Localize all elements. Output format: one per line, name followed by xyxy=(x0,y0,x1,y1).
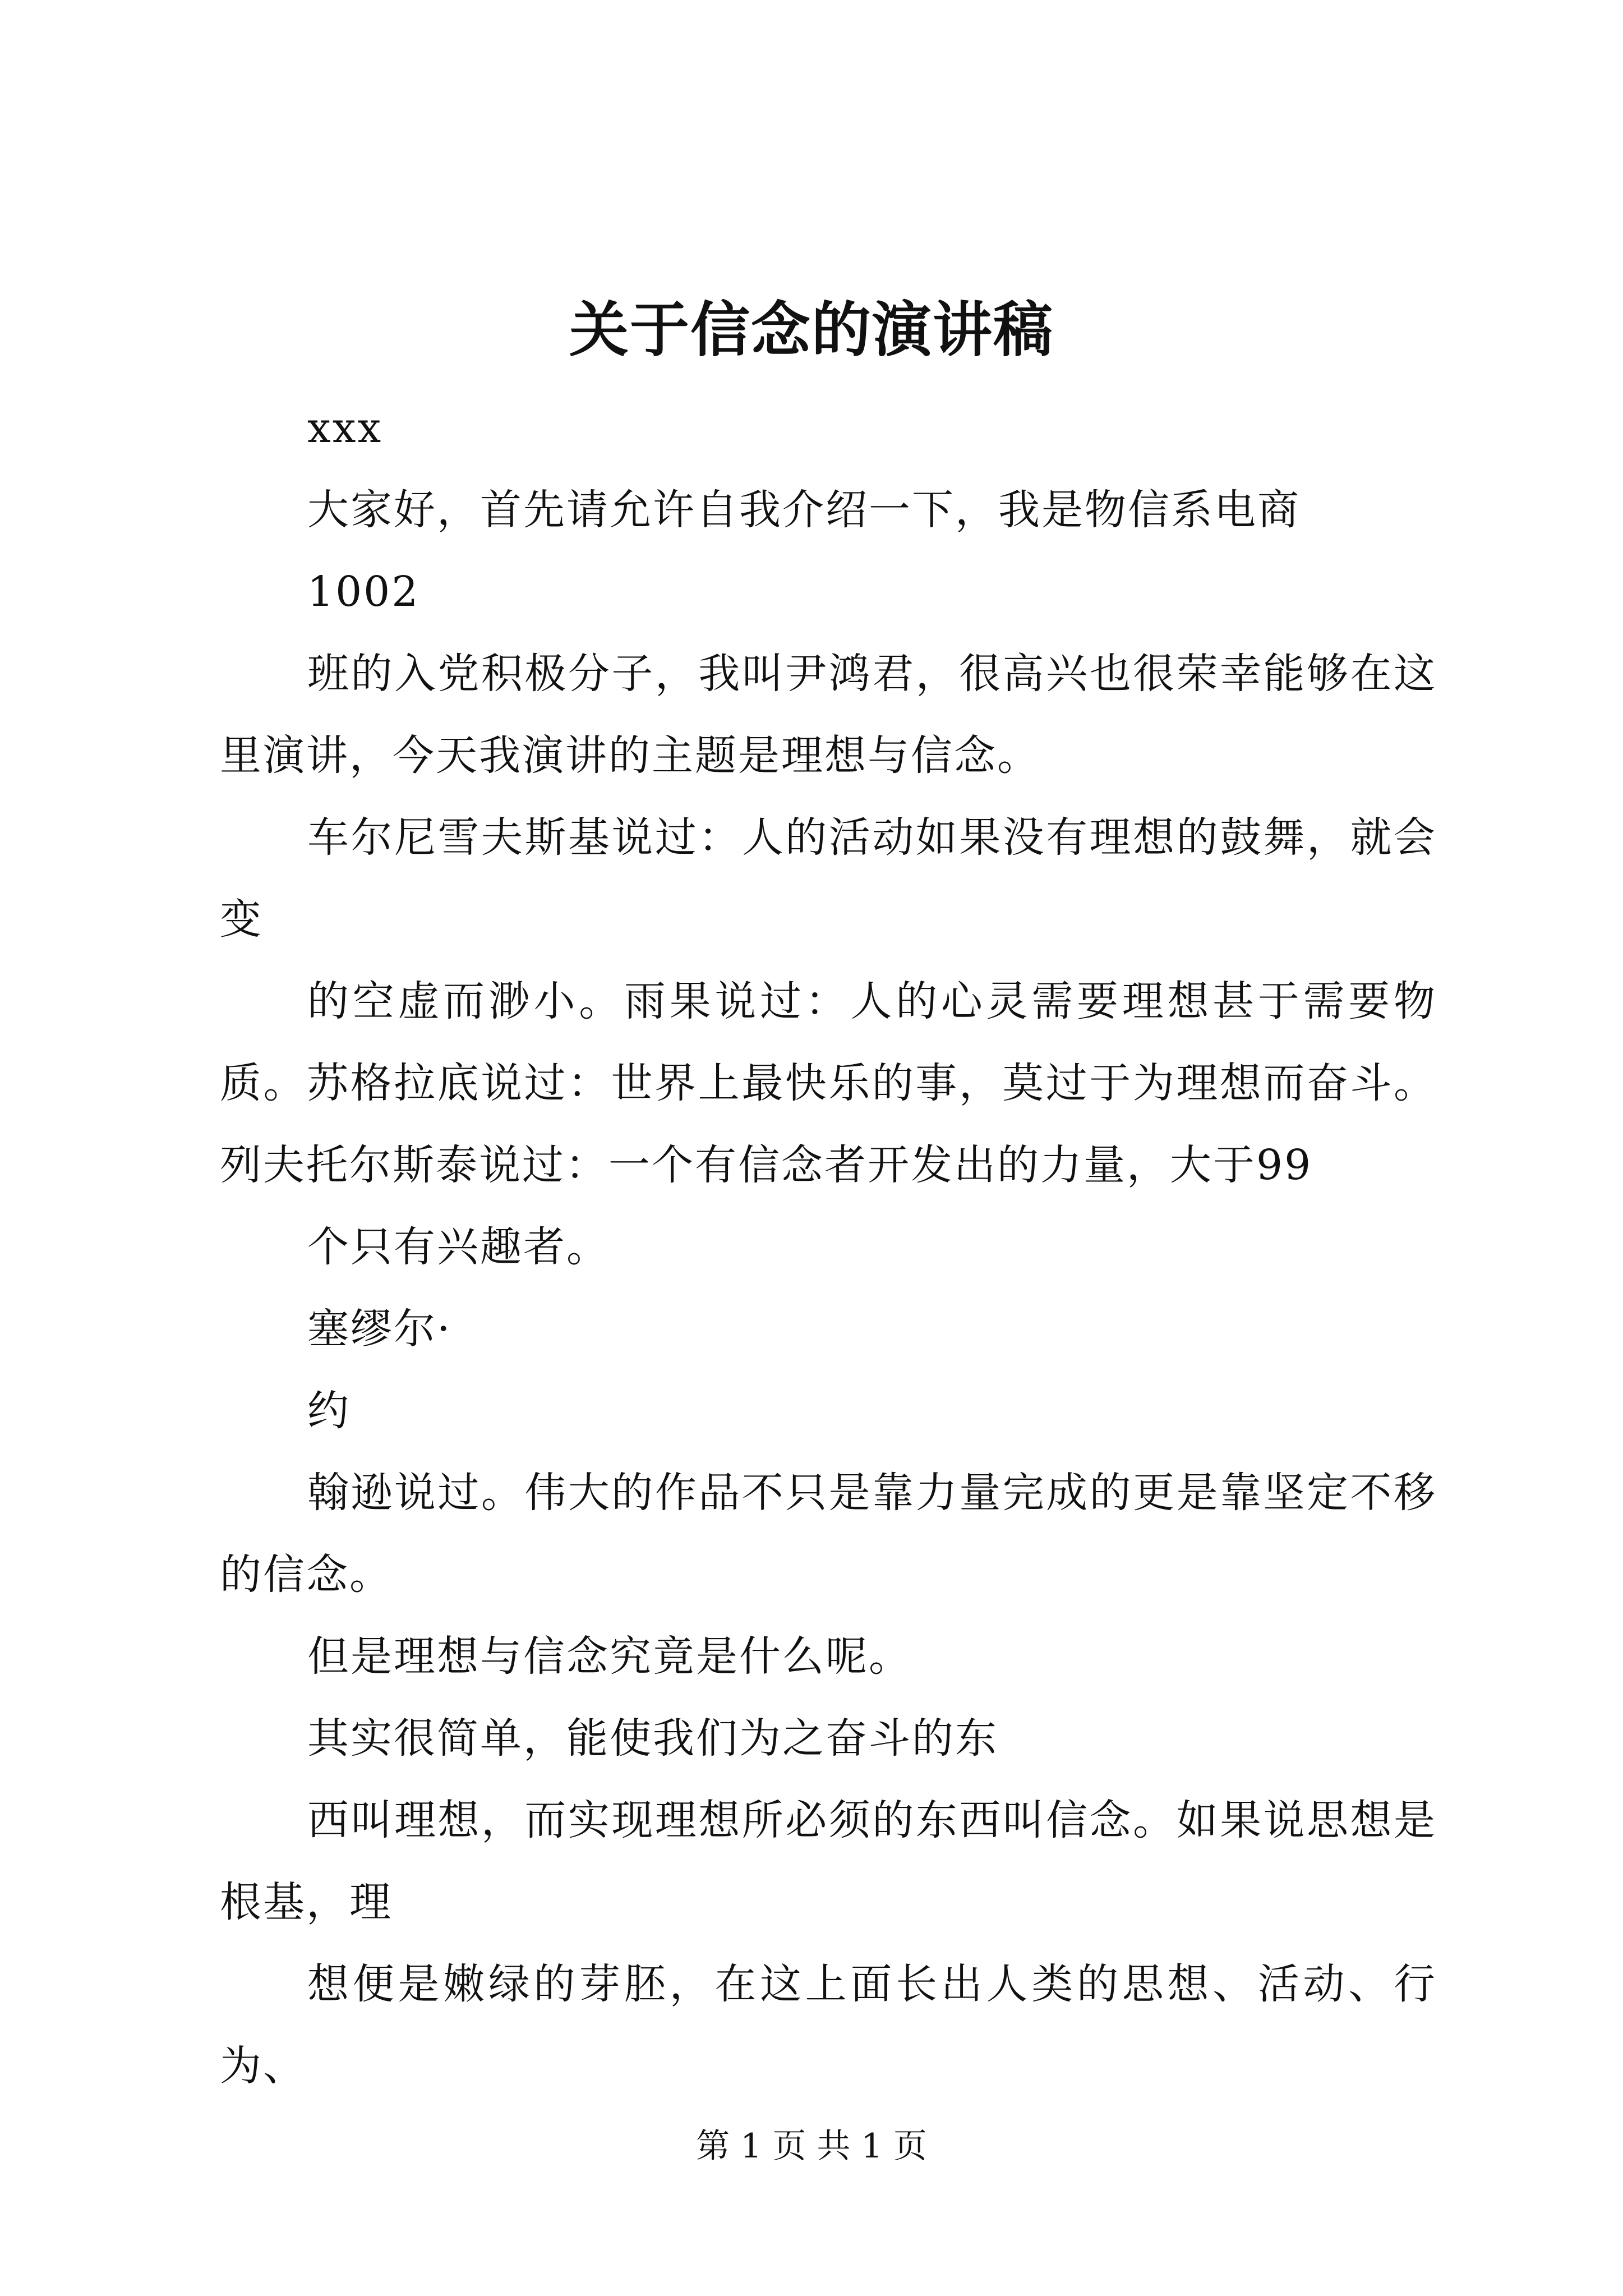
page-number-label: 第 1 页 共 1 页 xyxy=(696,2127,927,2166)
document-title: 关于信念的演讲稿 xyxy=(569,295,1054,365)
page-footer xyxy=(0,2124,1623,2169)
paragraph-introduction: 班的入党积极分子，我叫尹鸿君，很高兴也很荣幸能够在这里演讲，今天我演讲的主题是理想与信念。 xyxy=(220,650,1437,780)
paragraph-simple-answer: 其实很简单，能使我们为之奋斗的东 xyxy=(307,1714,998,1763)
paragraph-johnson-fragment: 约 xyxy=(307,1387,351,1435)
document-body xyxy=(220,387,1437,2107)
paragraph-johnson-quote: 翰逊说过。伟大的作品不只是靠力量完成的更是靠坚定不移的信念。 xyxy=(220,1469,1437,1599)
paragraph-question: 但是理想与信念究竟是什么呢。 xyxy=(307,1632,912,1681)
paragraph-samuel: 塞缪尔· xyxy=(307,1305,452,1353)
paragraph-salutation-name: xxx xyxy=(307,404,383,452)
paragraph-ideal-bud: 想便是嫩绿的芽胚，在这上面长出人类的思想、活动、行为、 xyxy=(220,1960,1437,2090)
paragraph-quotes-hugo-socrates-tolstoy: 的空虚而渺小。雨果说过：人的心灵需要理想甚于需要物质。苏格拉底说过：世界上最快乐的事，莫过于为理想而奋斗。列夫托尔斯泰说过：一个有信念者开发出的力量，大于99 xyxy=(220,977,1437,1189)
paragraph-ideal-definition: 西叫理想，而实现理想所必须的东西叫信念。如果说思想是根基，理 xyxy=(220,1796,1437,1926)
paragraph-interest-holders: 个只有兴趣者。 xyxy=(307,1223,610,1271)
paragraph-greeting: 大家好，首先请允许自我介绍一下，我是物信系电商 xyxy=(307,486,1301,534)
paragraph-class-number: 1002 xyxy=(307,568,420,616)
paragraph-quote-chernyshevsky: 车尔尼雪夫斯基说过：人的活动如果没有理想的鼓舞，就会变 xyxy=(220,813,1437,944)
